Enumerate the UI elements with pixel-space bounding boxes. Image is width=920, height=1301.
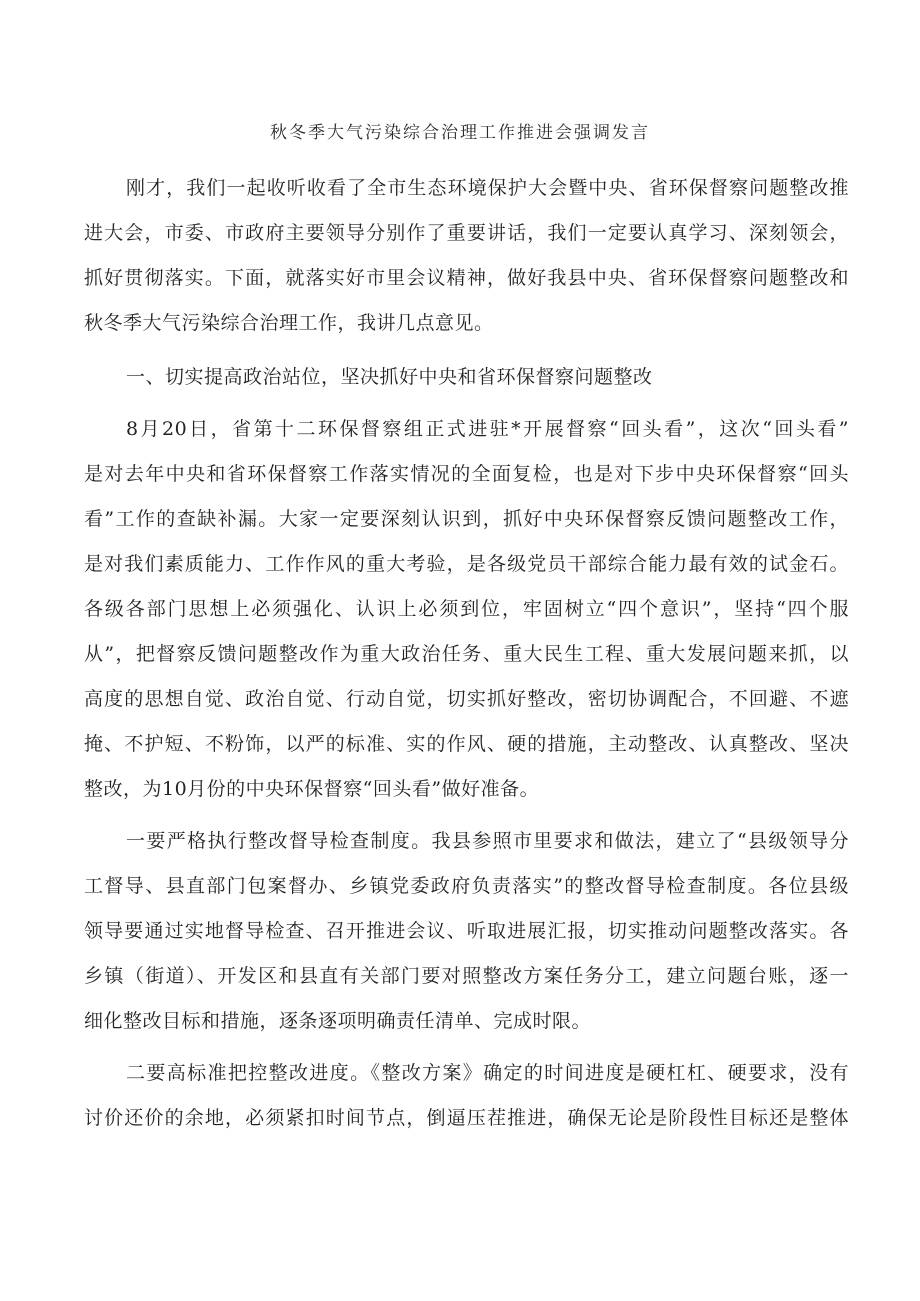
text-line: 工督导、县直部门包案督办、乡镇党委政府负责落实”的整改督导检查制度。各位县级 <box>84 875 849 897</box>
text-line: 掩、不护短、不粉饰，以严的标准、实的作风、硬的措施，主动整改、认真整改、坚决 <box>84 733 849 755</box>
text-line: 整改，为10月份的中央环保督察“回头看”做好准备。 <box>84 778 540 800</box>
text-line: 乡镇（街道）、开发区和县直有关部门要对照整改方案任务分工，建立问题台账，逐一 <box>84 965 849 987</box>
text-line: 刚才，我们一起收听收看了全市生态环境保护大会暨中央、省环保督察问题整改推 <box>126 177 849 199</box>
text-line: 讨价还价的余地，必须紧扣时间节点，倒逼压茬推进，确保无论是阶段性目标还是整体 <box>84 1107 849 1129</box>
text-line: 二要高标准把控整改进度。《整改方案》确定的时间进度是硬杠杠、硬要求，没有 <box>126 1062 849 1084</box>
text-line: 细化整改目标和措施，逐条逐项明确责任清单、完成时限。 <box>84 1010 592 1032</box>
text-line: 领导要通过实地督导检查、召开推进会议、听取进展汇报，切实推动问题整改落实。各 <box>84 920 849 942</box>
text-line: 从”，把督察反馈问题整改作为重大政治任务、重大民生工程、重大发展问题来抓，以 <box>84 643 849 665</box>
text-line: 是对去年中央和省环保督察工作落实情况的全面复检，也是对下步中央环保督察“回头 <box>84 463 849 485</box>
section-heading: 一、切实提高政治站位，坚决抓好中央和省环保督察问题整改 <box>126 366 653 388</box>
text-line: 各级各部门思想上必须强化、认识上必须到位，牢固树立“四个意识”，坚持“四个服 <box>84 598 849 620</box>
text-line: 一要严格执行整改督导检查制度。我县参照市里要求和做法，建立了“县级领导分 <box>126 830 849 852</box>
text-line: 秋冬季大气污染综合治理工作，我讲几点意见。 <box>84 312 494 334</box>
text-line: 进大会，市委、市政府主要领导分别作了重要讲话，我们一定要认真学习、深刻领会， <box>84 222 849 244</box>
text-line: 抓好贯彻落实。下面，就落实好市里会议精神，做好我县中央、省环保督察问题整改和 <box>84 267 849 289</box>
text-line: 8月20日，省第十二环保督察组正式进驻*开展督察“回头看”，这次“回头看” <box>126 418 849 440</box>
text-line: 高度的思想自觉、政治自觉、行动自觉，切实抓好整改，密切协调配合，不回避、不遮 <box>84 688 849 710</box>
text-line: 看”工作的查缺补漏。大家一定要深刻认识到，抓好中央环保督察反馈问题整改工作， <box>84 508 849 530</box>
text-line: 是对我们素质能力、工作作风的重大考验，是各级党员干部综合能力最有效的试金石。 <box>84 553 849 575</box>
document-title: 秋冬季大气污染综合治理工作推进会强调发言 <box>270 123 650 143</box>
